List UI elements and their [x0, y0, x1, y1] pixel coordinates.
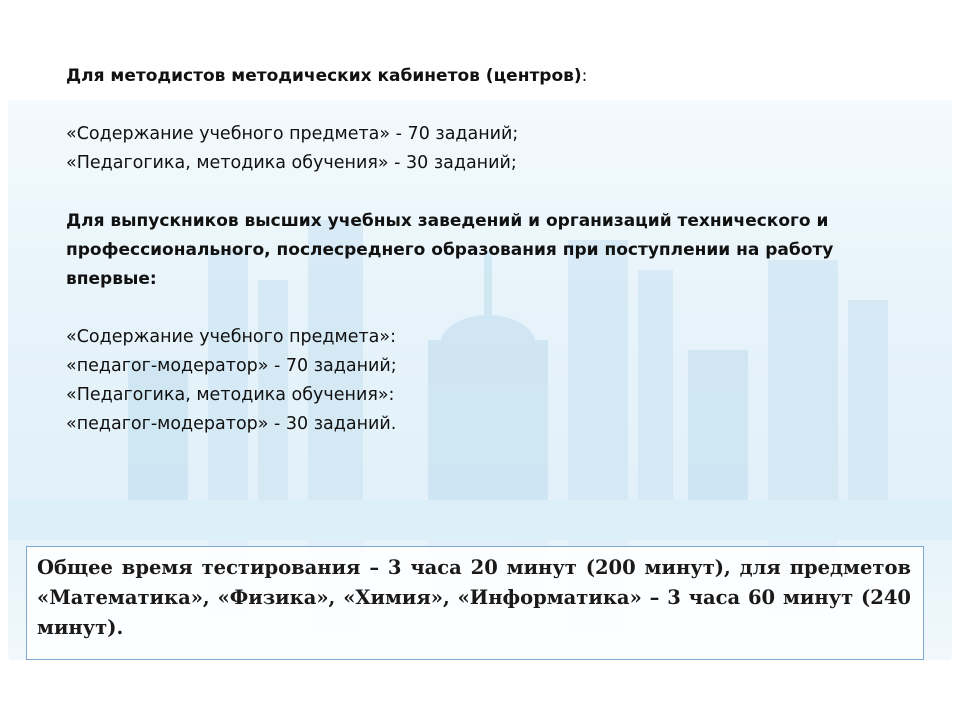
list-item: «Содержание учебного предмета»: — [66, 327, 397, 347]
section-heading-methodists: Для методистов методических кабинетов (центров): — [66, 66, 588, 86]
list-item: «Педагогика, методика обучения»: — [66, 385, 395, 405]
list-item: «педагог-модератор» - 70 заданий; — [66, 356, 397, 376]
section-heading-graduates: Для выпускников высших учебных заведений и организаций технического и профессионального, послесреднего образования при поступлении на работу впервые: — [66, 211, 834, 289]
testing-time-summary-box: Общее время тестирования – 3 часа 20 минут (200 минут), для предметов «Математика», «Физика», «Химия», «Информатика» – 3 часа 60 минут (240 минут). — [26, 546, 924, 660]
list-item: «Содержание учебного предмета» - 70 заданий; — [66, 124, 519, 144]
list-item: «педагог-модератор» - 30 заданий. — [66, 414, 397, 434]
main-content — [66, 62, 906, 439]
list-item: «Педагогика, методика обучения» - 30 заданий; — [66, 153, 517, 173]
